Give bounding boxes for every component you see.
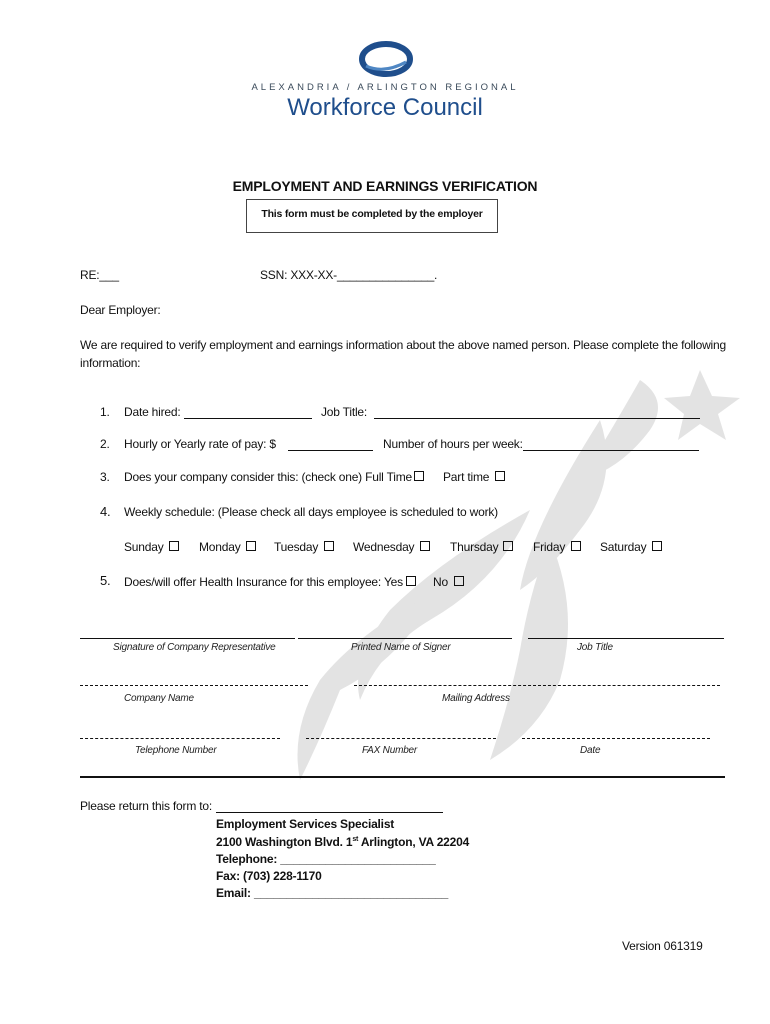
logo-org-name: Workforce Council — [287, 94, 483, 121]
part-time-checkbox[interactable] — [495, 471, 505, 481]
insurance-label: Does/will offer Health Insurance for this employee: Yes — [124, 575, 403, 589]
signature-input[interactable] — [80, 638, 295, 639]
printed-name-input[interactable] — [298, 638, 512, 639]
telephone-label: Telephone Number — [135, 745, 217, 756]
job-title-sign-input[interactable] — [528, 638, 724, 639]
return-to-line — [216, 812, 443, 813]
return-email: Email: ______________________________ — [216, 886, 449, 900]
hours-input[interactable] — [523, 450, 699, 451]
mailing-address-label: Mailing Address — [442, 693, 510, 704]
item-1-number: 1. — [100, 405, 110, 419]
day-wednesday-checkbox[interactable] — [420, 541, 430, 551]
date-label: Date — [580, 745, 601, 756]
item-4-number: 4. — [100, 504, 111, 519]
section-divider — [80, 776, 725, 778]
day-friday-checkbox[interactable] — [571, 541, 581, 551]
hours-label: Number of hours per week: — [383, 437, 523, 451]
insurance-no-checkbox[interactable] — [454, 576, 464, 586]
return-address-suffix: st — [352, 836, 359, 843]
employer-notice: This form must be completed by the employer — [261, 208, 483, 220]
return-address-city: Arlington, VA 22204 — [358, 835, 470, 849]
day-saturday-checkbox[interactable] — [652, 541, 662, 551]
full-time-checkbox[interactable] — [414, 471, 424, 481]
date-hired-label: Date hired: — [124, 405, 181, 419]
ssn-field[interactable]: SSN: XXX-XX-_______________. — [260, 268, 438, 282]
day-tuesday-label: Tuesday — [274, 540, 319, 554]
fax-input[interactable] — [306, 738, 496, 739]
date-input[interactable] — [522, 738, 710, 739]
return-address — [216, 835, 469, 849]
schedule-label: Weekly schedule: (Please check all days employee is scheduled to work) — [124, 505, 498, 519]
insurance-no-label: No — [433, 575, 448, 589]
company-name-label: Company Name — [124, 693, 194, 704]
insurance-yes-checkbox[interactable] — [406, 576, 416, 586]
job-title-input[interactable] — [374, 418, 700, 419]
employer-notice-box — [246, 199, 498, 233]
form-title: EMPLOYMENT AND EARNINGS VERIFICATION — [232, 178, 538, 194]
return-telephone: Telephone: ________________________ — [216, 852, 436, 866]
company-name-input[interactable] — [80, 685, 308, 686]
day-tuesday-checkbox[interactable] — [324, 541, 334, 551]
return-line-1: Employment Services Specialist — [216, 817, 395, 831]
day-monday-checkbox[interactable] — [246, 541, 256, 551]
mailing-address-input[interactable] — [354, 685, 720, 686]
pay-rate-input[interactable] — [288, 450, 373, 451]
logo-ring-icon — [358, 40, 414, 78]
day-sunday-label: Sunday — [124, 540, 164, 554]
logo-org-line: ALEXANDRIA / ARLINGTON REGIONAL — [251, 82, 519, 93]
intro-line-1: We are required to verify employment and earnings information about the above named person. Please complete the following — [80, 338, 726, 352]
printed-name-label: Printed Name of Signer — [351, 642, 451, 653]
version-label: Version 061319 — [622, 939, 703, 953]
return-label: Please return this form to: — [80, 799, 212, 813]
pay-rate-label: Hourly or Yearly rate of pay: $ — [124, 437, 276, 451]
intro-line-2: information: — [80, 356, 141, 370]
fax-label: FAX Number — [362, 745, 418, 756]
day-thursday-checkbox[interactable] — [503, 541, 513, 551]
return-address-street: 2100 Washington Blvd. 1 — [216, 835, 353, 849]
full-time-label: Does your company consider this: (check one) Full Time — [124, 470, 412, 484]
item-5-number: 5. — [100, 573, 111, 588]
day-friday-label: Friday — [533, 540, 566, 554]
salutation: Dear Employer: — [80, 303, 161, 317]
day-sunday-checkbox[interactable] — [169, 541, 179, 551]
day-saturday-label: Saturday — [600, 540, 647, 554]
day-thursday-label: Thursday — [450, 540, 499, 554]
date-hired-input[interactable] — [184, 418, 312, 419]
signature-label: Signature of Company Representative — [113, 642, 276, 653]
part-time-label: Part time — [443, 470, 490, 484]
job-title-sign-label: Job Title — [577, 642, 613, 653]
telephone-input[interactable] — [80, 738, 280, 739]
item-3-number: 3. — [100, 470, 110, 484]
job-title-label: Job Title: — [321, 405, 368, 419]
item-2-number: 2. — [100, 437, 110, 451]
re-field[interactable]: RE:___ — [80, 268, 119, 282]
day-wednesday-label: Wednesday — [353, 540, 415, 554]
day-monday-label: Monday — [199, 540, 241, 554]
return-fax: Fax: (703) 228-1170 — [216, 869, 322, 883]
